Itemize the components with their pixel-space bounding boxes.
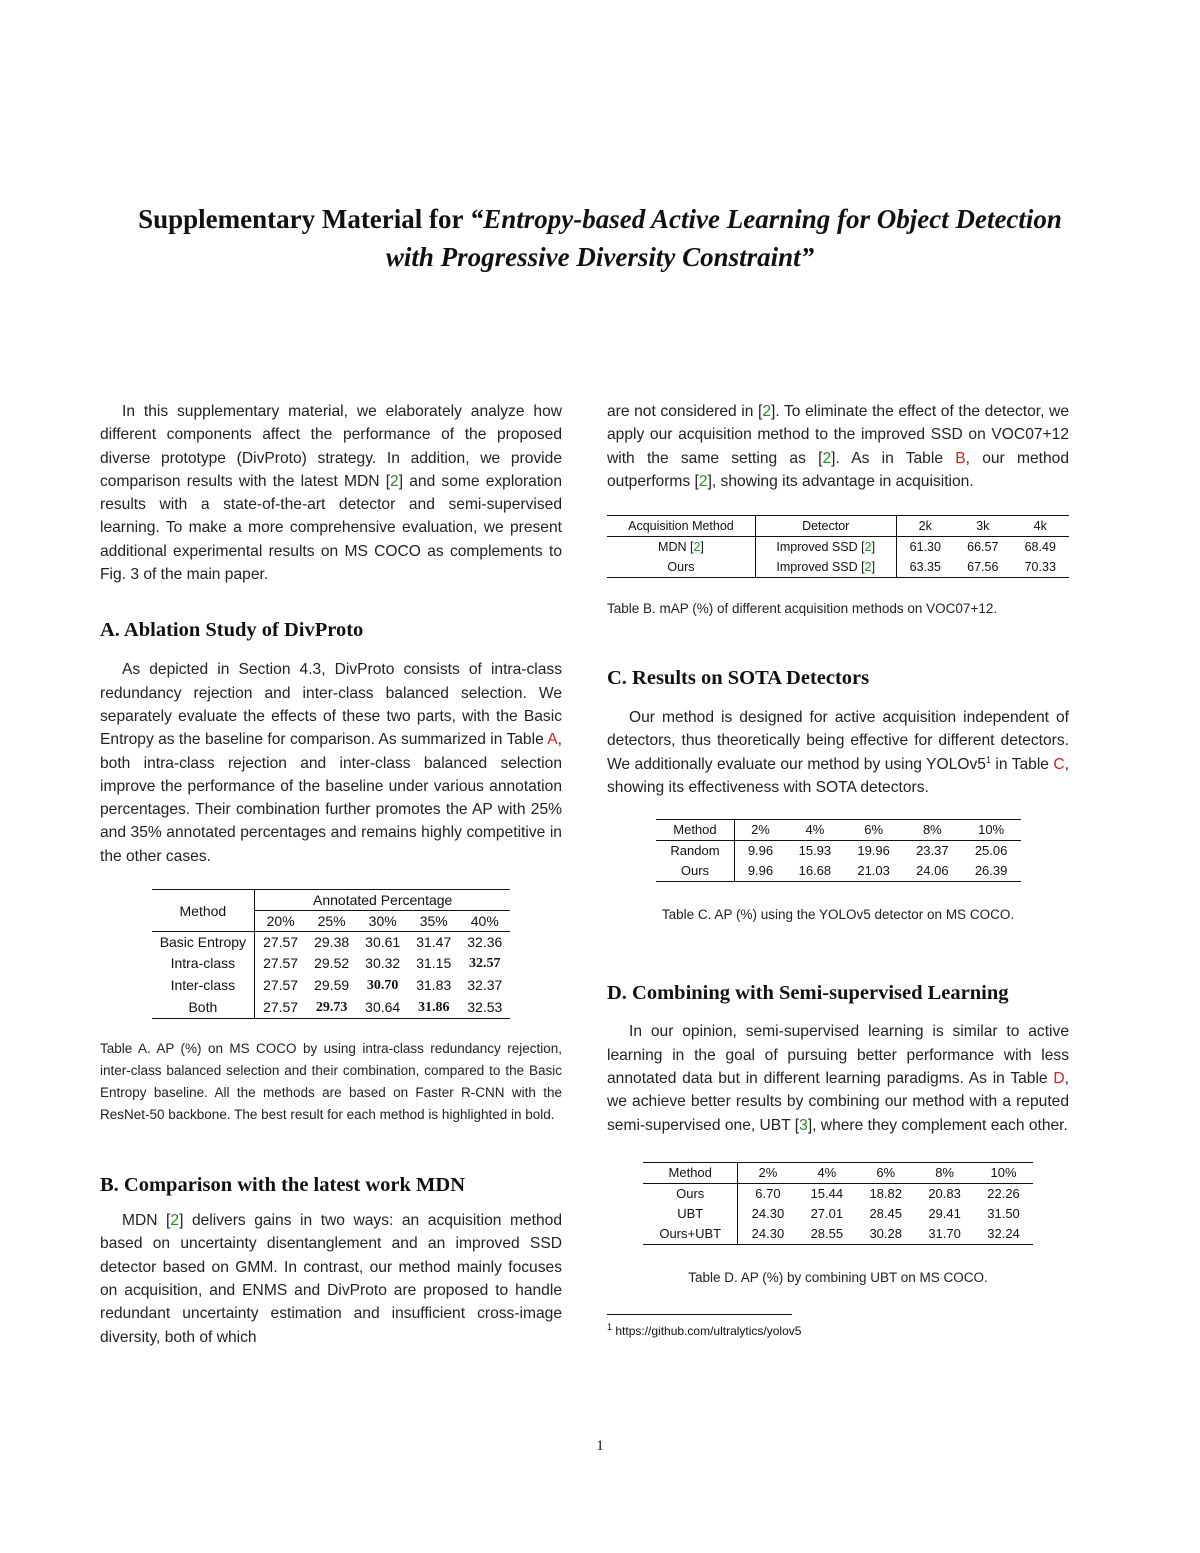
table-row: Intra-class 27.57 29.52 30.32 31.15 32.57	[152, 952, 511, 974]
table-a	[100, 889, 562, 1019]
section-a-paragraph: As depicted in Section 4.3, DivProto consists of intra-class redundancy rejection and inter-class balanced selection. We separately evaluate the effects of these two parts, with the Basic Entropy as the baseline for comparison. As summarized in Table A, both intra-class rejection and inter-class balanced selection improve the performance of the baseline under various annotation percentages. Their combination further promotes the AP with 25% and 35% annotated percentages and remains highly competitive in the other cases.	[100, 661, 562, 865]
page-number: 1	[596, 1438, 604, 1454]
table-a-link[interactable]: A	[547, 731, 558, 749]
title-prefix: Supplementary Material for	[138, 204, 470, 234]
section-c-heading: C. Results on SOTA Detectors	[607, 667, 870, 690]
left-column	[100, 400, 562, 1349]
citation-link[interactable]: 2	[390, 472, 399, 490]
table-row: Ours+UBT 24.30 28.55 30.28 31.70 32.24	[643, 1224, 1033, 1245]
table-row: Ours Improved SSD [2] 63.35 67.56 70.33	[607, 557, 1069, 578]
title-line2: with Progressive Diversity Constraint”	[385, 242, 815, 272]
table-a-col: 35%	[419, 913, 448, 930]
citation-link[interactable]: 2	[170, 1212, 180, 1230]
citation-link[interactable]: 2	[698, 472, 708, 490]
table-a-col: 40%	[470, 913, 499, 930]
table-c-caption: Table C. AP (%) using the YOLOv5 detector on MS COCO.	[661, 907, 1015, 923]
table-row: Ours 9.96 16.68 21.03 24.06 26.39	[656, 861, 1021, 882]
section-b-paragraph-cont: are not considered in [2]. To eliminate the effect of the detector, we apply our acquisition method to the improved SSD on VOC07+12 with the same setting as [2]. As in Table B, our method outperforms [2], showing its advantage in acquisition.	[607, 403, 1069, 490]
table-b-caption: Table B. mAP (%) of different acquisition methods on VOC07+12.	[607, 601, 998, 617]
table-d: Method 2% 4% 6% 8% 10% Ours 6.70 15.44 18.82 20.83 22.26 UBT 24.30 27.01 28.45 29.41 31.50 Ours+UBT 24.30 28.55 30.28 31.70 32.24	[607, 1162, 1069, 1245]
intro-paragraph: In this supplementary material, we elaborately analyze how different components affect the performance of the proposed diverse prototype (DivProto) strategy. In addition, we provide comparison results with the latest MDN [2] and some exploration results with a state-of-the-art detector and semi-supervised learning. To make a more comprehensive evaluation, we present additional experimental results on MS COCO as complements to Fig. 3 of the main paper.	[100, 403, 562, 584]
footnote: $^1$ https://github.com/ultralytics/yolov5	[607, 1321, 802, 1338]
footnote-rule	[607, 1314, 792, 1315]
footnote-url-link[interactable]: https://github.com/ultralytics/yolov5	[615, 1323, 802, 1338]
table-c-link[interactable]: C	[1053, 755, 1065, 773]
table-row: MDN [2] Improved SSD [2] 61.30 66.57 68.49	[607, 537, 1069, 558]
section-c-paragraph: Our method is designed for active acquisition independent of detectors, thus theoretically being effective for different detectors. We additionally evaluate our method by using $YOLOv5^1$ in Table C, showing its effectiveness with SOTA detectors.	[607, 709, 1069, 797]
paper-title	[60, 200, 1140, 276]
table-d-link[interactable]: D	[1053, 1069, 1065, 1087]
table-a-method-header: Method	[152, 890, 255, 932]
right-column	[607, 400, 1069, 1339]
footnote-mark: 1	[985, 754, 991, 765]
table-row: Ours 6.70 15.44 18.82 20.83 22.26	[643, 1183, 1033, 1204]
table-a-col: 30%	[368, 913, 397, 930]
section-b-heading: B. Comparison with the latest work MDN	[100, 1174, 465, 1197]
table-a-group-header: Annotated Percentage	[255, 890, 511, 911]
table-row: Basic Entropy 27.57 29.38 30.61 31.47 32.36	[152, 932, 511, 953]
section-d-heading: D. Combining with Semi-supervised Learning	[607, 982, 1009, 1005]
table-a-caption: Table A. AP (%) on MS COCO by using intra-class redundancy rejection, inter-class balanced selection and their combination, compared to the Basic Entropy baseline. All the methods are based on Faster R-CNN with the ResNet-50 backbone. The best result for each method is highlighted in bold.	[100, 1041, 562, 1123]
section-d-paragraph: In our opinion, semi-supervised learning is similar to active learning in the goal of pursuing better performance with less annotated data but in different learning paradigms. As in Table D, we achieve better results by combining our method with a reputed semi-supervised one, UBT [3], where they complement each other.	[607, 1023, 1069, 1134]
table-b-link[interactable]: B	[955, 449, 966, 467]
section-a-heading: A. Ablation Study of DivProto	[100, 619, 364, 642]
table-row: Both 27.57 29.73 30.64 31.86 32.53	[152, 996, 511, 1019]
citation-link[interactable]: 3	[799, 1116, 808, 1134]
table-a-col: 25%	[317, 913, 346, 930]
title-line1: “Entropy-based Active Learning for Object Detection	[469, 204, 1062, 234]
table-a-col: 20%	[266, 913, 295, 930]
table-row: UBT 24.30 27.01 28.45 29.41 31.50	[643, 1204, 1033, 1224]
table-d-caption: Table D. AP (%) by combining UBT on MS COCO.	[688, 1269, 988, 1285]
table-b: Acquisition Method Detector 2k 3k 4k MDN [2] Improved SSD [2] 61.30 66.57 68.49 Ours Improved SSD [2] 63.35 67.56 70.33	[607, 515, 1069, 578]
section-b-paragraph: MDN [2] delivers gains in two ways: an acquisition method based on uncertainty disentanglement and an improved SSD detector based on GMM. In contrast, our method mainly focuses on acquisition, and ENMS and DivProto are proposed to handle redundant uncertainty estimation and insufficient cross-image diversity, both of which	[100, 1212, 562, 1346]
table-row: Inter-class 27.57 29.59 30.70 31.83 32.37	[152, 974, 511, 996]
citation-link[interactable]: 2	[762, 403, 772, 420]
citation-link[interactable]: 2	[822, 449, 832, 467]
table-c: Method 2% 4% 6% 8% 10% Random 9.96 15.93 19.96 23.37 25.06 Ours 9.96 16.68 21.03 24.06 26.39	[607, 819, 1069, 882]
table-row: Random 9.96 15.93 19.96 23.37 25.06	[656, 841, 1021, 862]
